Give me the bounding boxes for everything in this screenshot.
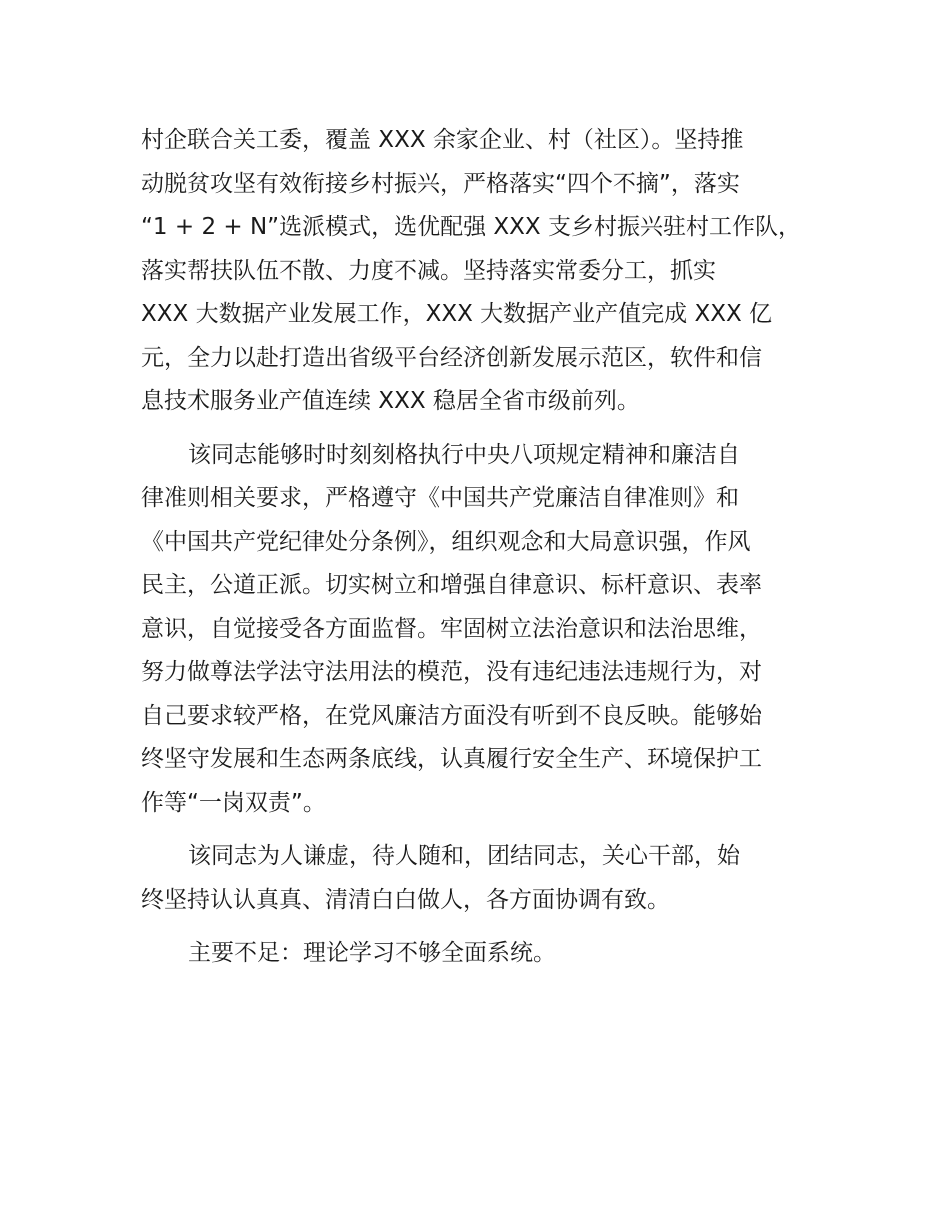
paragraph-shortcomings (141, 932, 821, 976)
text-line: 村企联合关工委，覆盖 XXX 余家企业、村（社区）。坚持推 (141, 127, 744, 153)
text-line: 该同志为人谦虚，待人随和，团结同志，关心干部，始 (188, 843, 740, 869)
text-line: 律准则相关要求，严格遵守《中国共产党廉洁自律准则》和 (141, 485, 739, 511)
paragraph-spacer (141, 825, 821, 835)
document-body (141, 119, 821, 976)
text-line: 自己要求较严格，在党风廉洁方面没有听到不良反映。能够始 (141, 702, 762, 729)
text-line: 该同志能够时时刻刻格执行中央八项规定精神和廉洁自 (188, 441, 740, 468)
text-line: 终坚守发展和生态两条底线，认真履行安全生产、环境保护工 (141, 746, 762, 772)
text-line: 努力做尊法学法守法用法的模范，没有违纪违法违规行为，对 (141, 659, 762, 685)
text-line: 落实帮扶队伍不散、力度不减。坚持落实常委分工，抓实 (141, 257, 716, 284)
text-line: 元，全力以赴打造出省级平台经济创新发展示范区，软件和信 (141, 344, 762, 371)
text-line: 终坚持认认真真、清清白白做人，各方面协调有致。 (141, 886, 670, 913)
text-line: 息技术服务业产值连续 XXX 稳居全省市级前列。 (141, 388, 640, 414)
text-line: 主要不足：理论学习不够全面系统。 (188, 940, 556, 966)
paragraph-achievements (141, 119, 821, 424)
paragraph-spacer (141, 922, 821, 932)
paragraph-integrity (141, 434, 821, 826)
text-line: 作等“一岗双责”。 (141, 789, 326, 816)
paragraph-character (141, 835, 821, 922)
text-line: 民主，公道正派。切实树立和增强自律意识、标杆意识、表率 (141, 572, 762, 598)
text-line: XXX 大数据产业发展工作，XXX 大数据产业产值完成 XXX 亿 (141, 301, 773, 327)
text-line: 《中国共产党纪律处分条例》，组织观念和大局意识强，作风 (141, 528, 751, 555)
text-line: 意识，自觉接受各方面监督。牢固树立法治意识和法治思维， (141, 615, 762, 642)
paragraph-spacer (141, 424, 821, 434)
text-line: 动脱贫攻坚有效衔接乡村振兴，严格落实“四个不摘”，落实 (141, 170, 740, 197)
text-line: “1 + 2 + N”选派模式，选优配强 XXX 支乡村振兴驻村工作队， (141, 214, 801, 240)
